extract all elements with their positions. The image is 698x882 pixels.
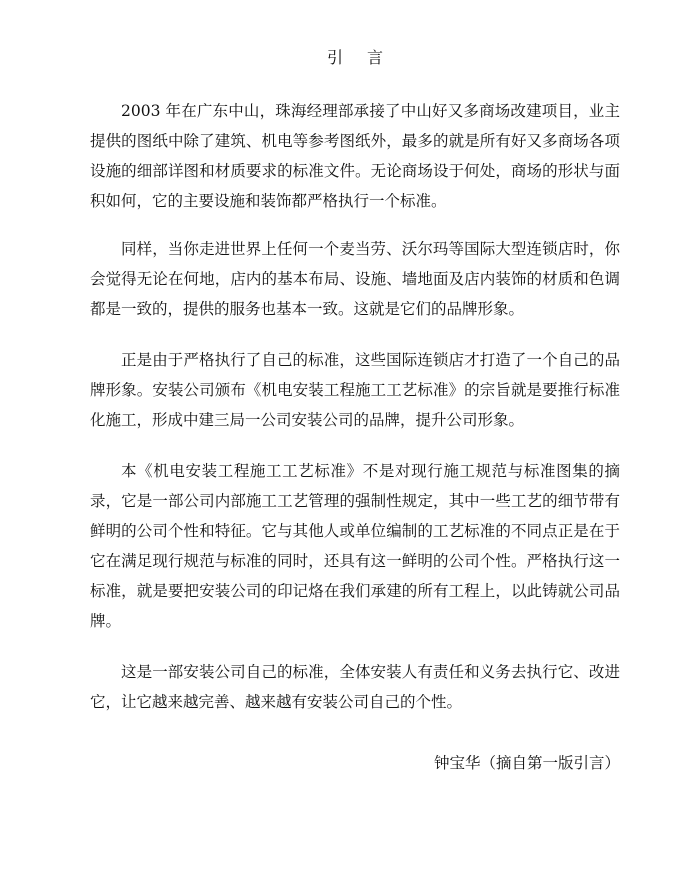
paragraph-2: 同样，当你走进世界上任何一个麦当劳、沃尔玛等国际大型连锁店时，你会觉得无论在何地，店内的基本布局、设施、墙地面及店内装饰的材质和色调都是一致的，提供的服务也基本一致。这就是它们的品牌形象。 xyxy=(90,240,620,318)
paragraph-3: 正是由于严格执行了自己的标准，这些国际连锁店才打造了一个自己的品牌形象。安装公司颁布《机电安装工程施工工艺标准》的宗旨就是要推行标准化施工，形成中建三局一公司安装公司的品牌，提升公司形象。 xyxy=(90,351,620,429)
paragraph-5: 这是一部安装公司自己的标准，全体安装人有责任和义务去执行它、改进它，让它越来越完善、越来越有安装公司自己的个性。 xyxy=(90,663,620,711)
paragraph-4: 本《机电安装工程施工工艺标准》不是对现行施工规范与标准图集的摘录，它是一部公司内部施工工艺管理的强制性规定，其中一些工艺的细节带有鲜明的公司个性和特征。它与其他人或单位编制的工艺标准的不同点正是在于它在满足现行规范与标准的同时，还具有这一鲜明的公司个性。严格执行这一标准，就是要把安装公司的印记烙在我们承建的所有工程上，以此铸就公司品牌。 xyxy=(90,462,620,630)
paragraph-1: 2003 年在广东中山，珠海经理部承接了中山好又多商场改建项目，业主提供的图纸中除了建筑、机电等参考图纸外，最多的就是所有好又多商场各项设施的细部详图和材质要求的标准文件。无论商场设于何处，商场的形状与面积如何，它的主要设施和装饰都严格执行一个标准。 xyxy=(90,102,620,210)
signature: 钟宝华（摘自第一版引言） xyxy=(433,754,620,772)
page-title: 引言 xyxy=(326,48,407,67)
